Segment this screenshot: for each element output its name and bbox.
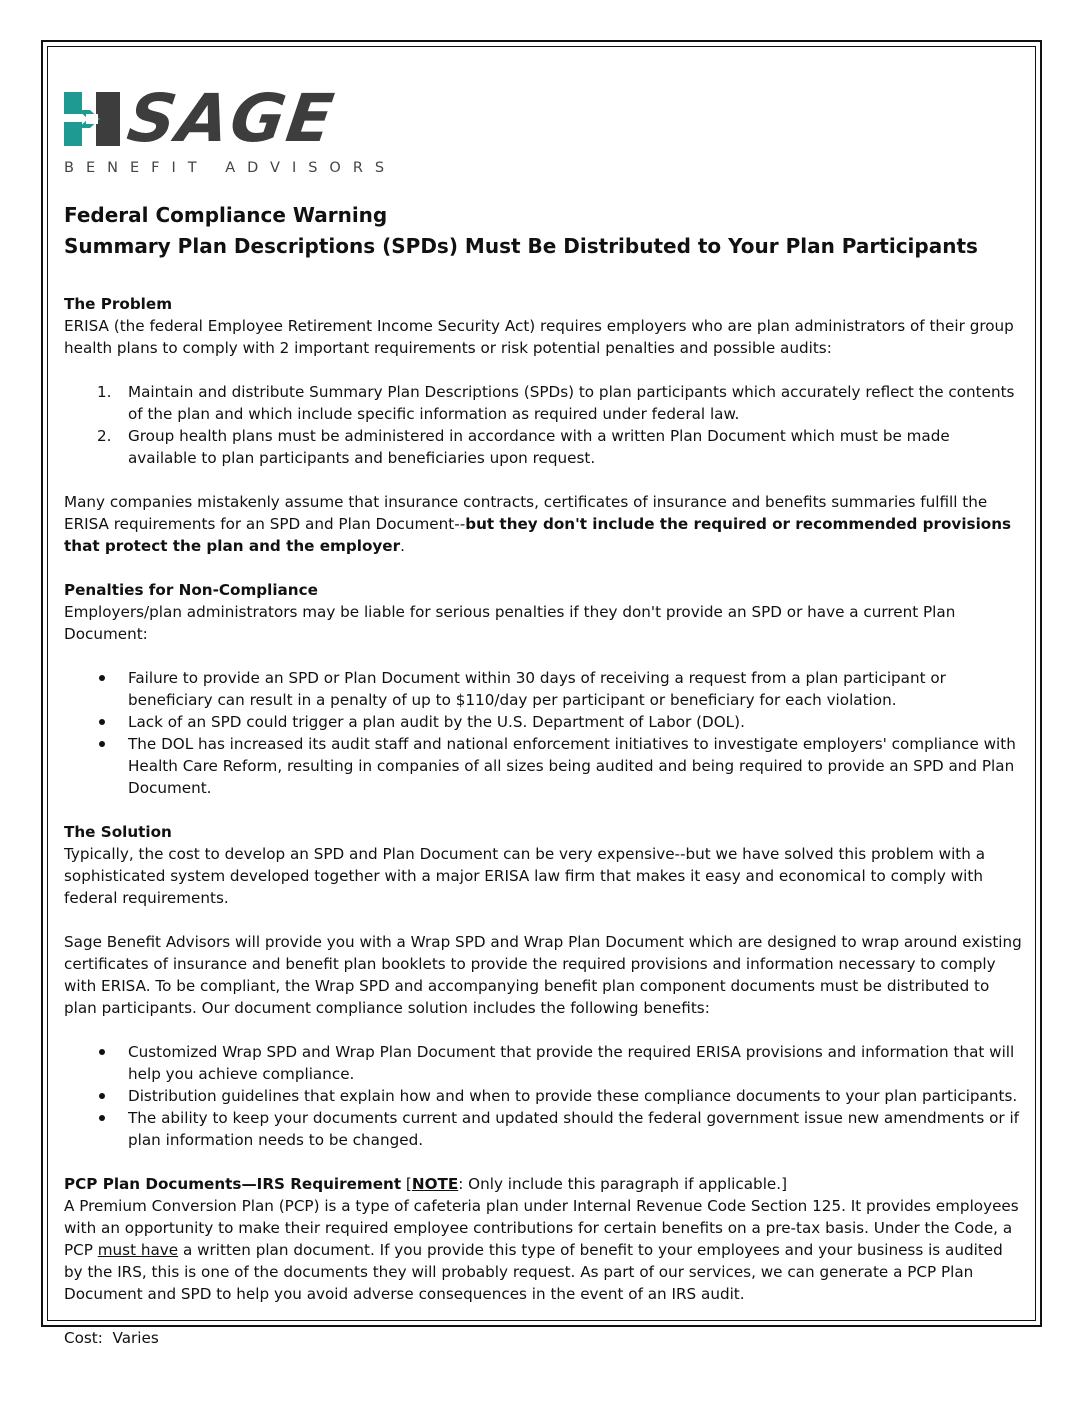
pcp-paragraph	[64, 1195, 1022, 1305]
title-line-2: Summary Plan Descriptions (SPDs) Must Be Distributed to Your Plan Participants	[64, 234, 978, 258]
benefits-list	[64, 1041, 1022, 1151]
list-item-text: The ability to keep your documents current and updated should the federal government issue new amendments or if plan information needs to be changed.	[128, 1109, 1020, 1149]
bullet-icon	[99, 1115, 105, 1121]
list-item	[64, 667, 1022, 711]
sage-logo	[64, 80, 399, 180]
list-item	[64, 711, 1022, 733]
logo-tagline: BENEFIT ADVISORS	[64, 160, 397, 176]
problem-paragraph-end: .	[400, 537, 405, 555]
solution-heading: The Solution	[64, 823, 172, 841]
pcp-text-underlined: must have	[97, 1241, 179, 1259]
list-item-text: Group health plans must be administered in accordance with a written Plan Document which must be made available to plan participants and beneficiaries upon request.	[128, 427, 950, 467]
solution-paragraph-1: Typically, the cost to develop an SPD and Plan Document can be very expensive--but we have solved this problem with a sophisticated system developed together with a major ERISA law firm that makes it easy and economical to comply with federal requirements.	[64, 845, 986, 907]
penalties-intro: Employers/plan administrators may be liable for serious penalties if they don't provide an SPD or have a current Plan Document:	[64, 603, 956, 643]
problem-heading: The Problem	[64, 295, 173, 313]
list-number: 2.	[97, 427, 112, 445]
list-item	[64, 1085, 1022, 1107]
cost-line: Cost: Varies	[64, 1329, 159, 1347]
list-item	[64, 425, 1022, 469]
sage-logo-mark-icon	[64, 92, 124, 146]
bullet-icon	[99, 1049, 105, 1055]
bullet-icon	[99, 719, 105, 725]
pcp-heading: PCP Plan Documents—IRS Requirement	[64, 1175, 402, 1193]
problem-paragraph	[64, 491, 1022, 557]
list-item	[64, 1041, 1022, 1085]
list-number: 1.	[97, 383, 112, 401]
list-item-text: Failure to provide an SPD or Plan Document within 30 days of receiving a request from a plan participant or beneficiary can result in a penalty of up to $110/day per participant or beneficiary for each violation.	[128, 669, 946, 709]
bullet-icon	[99, 741, 105, 747]
problem-paragraph-bold: but they don't include the required or recommended provisions that protect the plan and the employer	[64, 515, 1012, 555]
list-item	[64, 733, 1022, 799]
requirements-list	[64, 381, 1022, 469]
list-item-text: Distribution guidelines that explain how and when to provide these compliance documents to your plan participants.	[128, 1087, 1018, 1105]
list-item-text: Customized Wrap SPD and Wrap Plan Document that provide the required ERISA provisions and information that will help you achieve compliance.	[128, 1043, 1015, 1083]
list-item-text: Maintain and distribute Summary Plan Descriptions (SPDs) to plan participants which accurately reflect the contents of the plan and which include specific information as required under federal law.	[128, 383, 1015, 423]
problem-intro: ERISA (the federal Employee Retirement Income Security Act) requires employers who are plan administrators of their group health plans to comply with 2 important requirements or risk potential penalties and possible audits:	[64, 317, 1014, 357]
list-item-text: Lack of an SPD could trigger a plan audit by the U.S. Department of Labor (DOL).	[128, 713, 745, 731]
list-item	[64, 381, 1022, 425]
pcp-note-label: NOTE	[411, 1175, 459, 1193]
bullet-icon	[99, 1093, 105, 1099]
pcp-note-text: : Only include this paragraph if applicable.]	[458, 1175, 788, 1193]
pcp-heading-line	[64, 1173, 1022, 1195]
pcp-text-b: a written plan document. If you provide this type of benefit to your employees and your business is audited by the IRS, this is one of the documents they will probably request. As part of our services, we can generate a PCP Plan Document and SPD to help you avoid adverse consequences in the event of an IRS audit.	[64, 1241, 1003, 1303]
pcp-text-a: A Premium Conversion Plan (PCP) is a type of cafeteria plan under Internal Revenue Code Section 125. It provides employees with an opportunity to make their required employee contributions for certain benefits on a pre-tax basis. Under the Code, a PCP	[64, 1197, 1019, 1259]
title-line-1: Federal Compliance Warning	[64, 203, 388, 227]
document-body	[64, 200, 1022, 1349]
solution-paragraph-2: Sage Benefit Advisors will provide you with a Wrap SPD and Wrap Plan Document which are designed to wrap around existing certificates of insurance and benefit plan booklets to provide the required provisions and information necessary to comply with ERISA. To be compliant, the Wrap SPD and accompanying benefit plan component documents must be distributed to plan participants. Our document compliance solution includes the following benefits:	[64, 933, 1022, 1017]
logo-wordmark: SAGE	[123, 80, 340, 157]
list-item	[64, 1107, 1022, 1151]
penalties-heading: Penalties for Non-Compliance	[64, 581, 318, 599]
penalties-list	[64, 667, 1022, 799]
problem-paragraph-text: Many companies mistakenly assume that insurance contracts, certificates of insurance and benefits summaries fulfill the ERISA requirements for an SPD and Plan Document--	[64, 493, 988, 533]
bullet-icon	[99, 675, 105, 681]
list-item-text: The DOL has increased its audit staff and national enforcement initiatives to investigate employers' compliance with Health Care Reform, resulting in companies of all sizes being audited and being required to provide an SPD and Plan Document.	[128, 735, 1016, 797]
pcp-note-open: [	[401, 1175, 412, 1193]
